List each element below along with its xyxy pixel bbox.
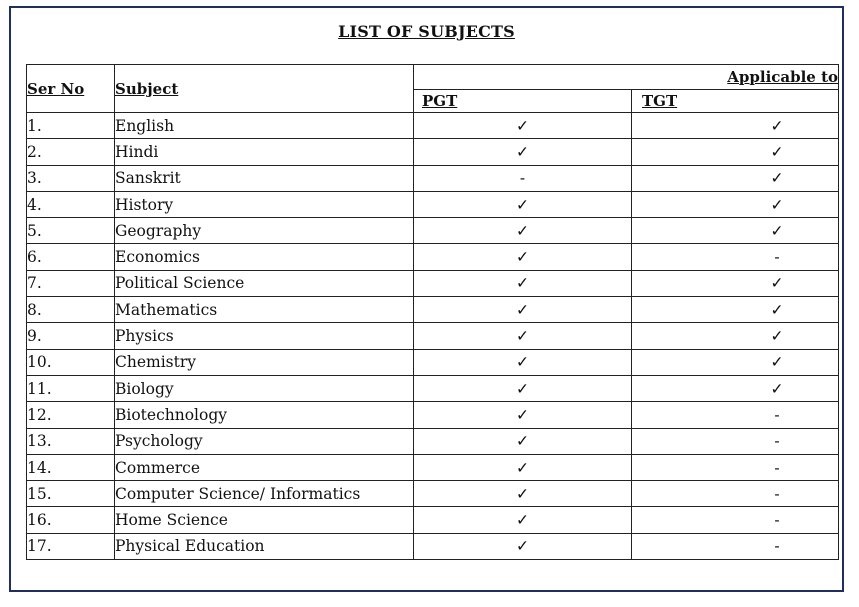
pgt-cell [414, 375, 632, 401]
ser-no-cell [27, 244, 115, 270]
ser-no-cell-text: 10. [27, 353, 52, 372]
pgt-cell [414, 244, 632, 270]
subject-cell [115, 218, 414, 244]
check-icon: ✓ [516, 142, 529, 161]
check-icon: ✓ [516, 221, 529, 240]
ser-no-cell [27, 507, 115, 533]
tgt-cell [632, 507, 839, 533]
pgt-cell [414, 533, 632, 559]
ser-no-cell-text: 4. [27, 195, 42, 214]
page-title: LIST OF SUBJECTS [338, 22, 515, 41]
tgt-cell [632, 428, 839, 454]
dash-mark: - [774, 484, 780, 503]
tgt-cell [632, 375, 839, 401]
dash-mark: - [774, 458, 780, 477]
header-applicable-to: Applicable to [414, 65, 839, 90]
ser-no-cell-text: 16. [27, 511, 52, 530]
subjects-table [26, 64, 839, 560]
table-row [27, 297, 839, 323]
tgt-cell [632, 297, 839, 323]
tgt-cell [632, 349, 839, 375]
dash-mark: - [774, 248, 780, 267]
check-icon: ✓ [770, 142, 784, 161]
dash-mark: - [774, 537, 780, 556]
ser-no-cell [27, 428, 115, 454]
ser-no-cell-text: 17. [27, 537, 52, 556]
ser-no-cell-text: 1. [27, 116, 42, 135]
subject-cell-text: Chemistry [115, 353, 197, 372]
header-pgt: PGT [414, 90, 632, 113]
subject-cell [115, 244, 414, 270]
ser-no-cell [27, 165, 115, 191]
check-icon: ✓ [516, 484, 529, 503]
document-frame [9, 6, 844, 592]
ser-no-cell [27, 402, 115, 428]
subject-cell [115, 297, 414, 323]
table-row [27, 428, 839, 454]
tgt-cell [632, 113, 839, 139]
check-icon: ✓ [516, 379, 529, 398]
ser-no-cell-text: 6. [27, 248, 42, 267]
dash-mark: - [774, 405, 780, 424]
subject-cell [115, 507, 414, 533]
pgt-cell [414, 454, 632, 480]
subject-cell-text: Political Science [115, 274, 245, 293]
ser-no-cell [27, 139, 115, 165]
tgt-cell [632, 270, 839, 296]
ser-no-cell-text: 13. [27, 432, 52, 451]
pgt-cell [414, 165, 632, 191]
check-icon: ✓ [770, 116, 784, 135]
ser-no-cell-text: 3. [27, 169, 42, 188]
ser-no-cell [27, 481, 115, 507]
dash-mark: - [519, 169, 526, 188]
subject-cell [115, 323, 414, 349]
check-icon: ✓ [516, 432, 529, 451]
ser-no-cell-text: 15. [27, 484, 52, 503]
header-ser-no: Ser No [27, 65, 115, 113]
pgt-cell [414, 402, 632, 428]
subject-cell [115, 191, 414, 217]
subject-cell-text: Psychology [115, 432, 203, 451]
check-icon: ✓ [770, 169, 784, 188]
table-row [27, 270, 839, 296]
subject-cell-text: Physical Education [115, 537, 265, 556]
subject-cell [115, 139, 414, 165]
check-icon: ✓ [516, 300, 529, 319]
subject-cell-text: Biotechnology [115, 405, 228, 424]
ser-no-cell [27, 113, 115, 139]
subject-cell-text: Hindi [115, 142, 159, 161]
table-row [27, 454, 839, 480]
subject-cell-text: History [115, 195, 174, 214]
subject-cell [115, 113, 414, 139]
subject-cell-text: Mathematics [115, 300, 218, 319]
pgt-cell [414, 428, 632, 454]
dash-mark: - [774, 432, 780, 451]
subject-cell-text: Geography [115, 221, 202, 240]
ser-no-cell-text: 11. [27, 379, 52, 398]
ser-no-cell [27, 323, 115, 349]
pgt-cell [414, 507, 632, 533]
pgt-cell [414, 113, 632, 139]
tgt-cell [632, 139, 839, 165]
check-icon: ✓ [516, 405, 529, 424]
pgt-cell [414, 481, 632, 507]
subject-cell-text: Computer Science/ Informatics [115, 484, 361, 503]
check-icon: ✓ [516, 537, 529, 556]
table-body [27, 113, 839, 560]
ser-no-cell-text: 7. [27, 274, 42, 293]
table-row [27, 244, 839, 270]
ser-no-cell [27, 375, 115, 401]
subject-cell [115, 375, 414, 401]
table-row [27, 402, 839, 428]
check-icon: ✓ [516, 274, 529, 293]
subject-cell [115, 165, 414, 191]
subject-cell [115, 349, 414, 375]
check-icon: ✓ [770, 327, 784, 346]
check-icon: ✓ [770, 379, 784, 398]
check-icon: ✓ [516, 327, 529, 346]
tgt-cell [632, 218, 839, 244]
check-icon: ✓ [516, 116, 529, 135]
subject-cell-text: Physics [115, 327, 174, 346]
table-row [27, 218, 839, 244]
table-row [27, 349, 839, 375]
ser-no-cell-text: 2. [27, 142, 42, 161]
subject-cell [115, 481, 414, 507]
subject-cell-text: English [115, 116, 175, 135]
ser-no-cell-text: 12. [27, 405, 52, 424]
table-row [27, 323, 839, 349]
ser-no-cell-text: 5. [27, 221, 42, 240]
check-icon: ✓ [770, 300, 784, 319]
ser-no-cell [27, 454, 115, 480]
check-icon: ✓ [516, 248, 529, 267]
ser-no-cell [27, 191, 115, 217]
header-subject: Subject [115, 65, 414, 113]
subject-cell-text: Home Science [115, 511, 228, 530]
dash-mark: - [774, 511, 780, 530]
pgt-cell [414, 139, 632, 165]
check-icon: ✓ [516, 195, 529, 214]
ser-no-cell [27, 349, 115, 375]
tgt-cell [632, 244, 839, 270]
tgt-cell [632, 481, 839, 507]
pgt-cell [414, 270, 632, 296]
subject-cell [115, 533, 414, 559]
check-icon: ✓ [770, 353, 784, 372]
table-row [27, 375, 839, 401]
check-icon: ✓ [516, 511, 529, 530]
table-row [27, 481, 839, 507]
ser-no-cell [27, 218, 115, 244]
table-row [27, 191, 839, 217]
subject-cell [115, 454, 414, 480]
table-row [27, 533, 839, 559]
pgt-cell [414, 349, 632, 375]
check-icon: ✓ [770, 221, 784, 240]
pgt-cell [414, 323, 632, 349]
ser-no-cell [27, 533, 115, 559]
tgt-cell [632, 402, 839, 428]
check-icon: ✓ [770, 274, 784, 293]
tgt-cell [632, 533, 839, 559]
subject-cell-text: Biology [115, 379, 174, 398]
ser-no-cell-text: 14. [27, 458, 52, 477]
table-row [27, 139, 839, 165]
subject-cell-text: Economics [115, 248, 200, 267]
subject-cell [115, 402, 414, 428]
tgt-cell [632, 191, 839, 217]
table-row [27, 507, 839, 533]
check-icon: ✓ [516, 353, 529, 372]
header-tgt: TGT [632, 90, 839, 113]
check-icon: ✓ [770, 195, 784, 214]
subject-cell-text: Sanskrit [115, 169, 181, 188]
subject-cell [115, 270, 414, 296]
ser-no-cell-text: 8. [27, 300, 42, 319]
tgt-cell [632, 323, 839, 349]
table-row [27, 113, 839, 139]
ser-no-cell [27, 297, 115, 323]
tgt-cell [632, 454, 839, 480]
ser-no-cell-text: 9. [27, 327, 42, 346]
pgt-cell [414, 218, 632, 244]
subject-cell [115, 428, 414, 454]
subject-cell-text: Commerce [115, 458, 201, 477]
ser-no-cell [27, 270, 115, 296]
check-icon: ✓ [516, 458, 529, 477]
tgt-cell [632, 165, 839, 191]
pgt-cell [414, 297, 632, 323]
pgt-cell [414, 191, 632, 217]
table-row [27, 165, 839, 191]
